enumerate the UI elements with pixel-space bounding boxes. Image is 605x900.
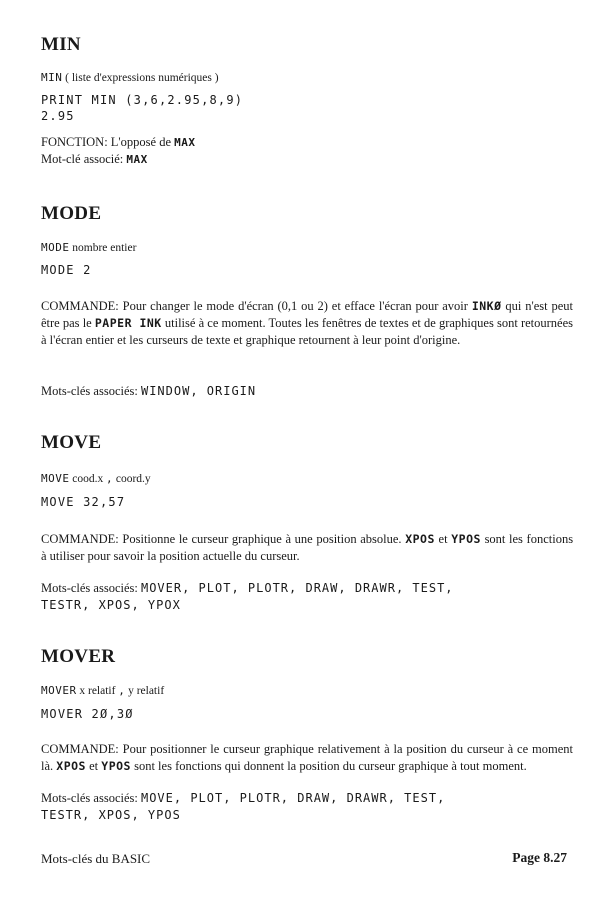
min-assoc-keyword: MAX [126,153,148,166]
move-assoc-line-2 [41,597,573,614]
mover-assoc-line [41,790,573,807]
min-function-label: FONCTION: L'opposé de [41,135,172,149]
move-assoc-label: Mots-clés associés: [41,581,138,595]
section-title-min: MIN [41,34,81,55]
move-desc-text-1: COMMANDE: Positionne le curseur graphique à une position absolue. [41,532,402,546]
mode-description [41,298,573,349]
min-function-keyword: MAX [174,136,196,149]
section-title-mode: MODE [41,203,102,224]
min-function-line [41,134,196,151]
mover-description [41,741,573,775]
mover-syntax-arg-x: x relatif [79,685,116,697]
move-syntax [41,472,151,485]
mode-desc-text-3: utilisé à ce moment. Toutes les fenêtres de textes et de graphiques sont retournées à l'écran entier et les curseurs de texte et graphique retournent à leur point d'origine. [41,316,574,347]
mover-syntax-arg-y: y relatif [128,685,165,697]
move-desc-keyword-2: YPOS [451,532,481,546]
min-syntax-args: ( liste d'expressions numériques ) [65,72,219,84]
mode-syntax-args: nombre entier [72,242,137,254]
move-assoc-line [41,580,573,597]
min-syntax [41,71,219,84]
mover-assoc-label: Mots-clés associés: [41,791,138,805]
footer-page-number: Page 8.27 [512,850,567,865]
mover-assoc-keywords-2: TESTR, XPOS, YPOS [41,808,181,822]
move-syntax-separator: , [105,472,114,485]
mode-example: MODE 2 [41,263,92,277]
mode-desc-keyword-1: INKØ [471,299,502,313]
mover-desc-text-1: COMMANDE: Pour positionner le curseur graphique relativement à la position du curseur à ce moment là. [41,742,573,773]
move-desc-text-2: et [438,532,448,546]
section-title-mover: MOVER [41,646,116,667]
mover-desc-keyword-1: XPOS [56,759,86,773]
mode-desc-keyword-2: PAPER INK [94,316,162,330]
move-assoc-keywords-1: MOVER, PLOT, PLOTR, DRAW, DRAWR, TEST, [140,581,454,595]
mode-desc-text-2: qui n'est peut être pas le [41,299,574,330]
min-syntax-keyword: MIN [41,71,63,84]
move-example: MOVE 32,57 [41,495,126,509]
mode-syntax-keyword: MODE [41,241,70,254]
mover-syntax-keyword: MOVER [41,684,77,697]
mode-desc-text-1: COMMANDE: Pour changer le mode d'écran (0,1 ou 2) et efface l'écran pour avoir [41,299,468,313]
move-assoc-keywords-2: TESTR, XPOS, YPOX [41,598,181,612]
footer-chapter-title: Mots-clés du BASIC [41,851,151,866]
min-example: PRINT MIN (3,6,2.95,8,9) [41,93,244,107]
mode-syntax [41,241,136,254]
move-syntax-keyword: MOVE [41,472,70,485]
move-syntax-arg-x: cood.x [72,473,104,485]
mover-syntax [41,684,164,697]
move-desc-text-3: sont les fonctions à utiliser pour savoir la position actuelle du curseur. [41,532,574,563]
mover-assoc-keywords-1: MOVE, PLOT, PLOTR, DRAW, DRAWR, TEST, [140,791,446,805]
move-desc-keyword-1: XPOS [405,532,435,546]
mover-desc-text-2: et [89,759,99,773]
section-title-move: MOVE [41,432,102,453]
mover-desc-text-3: sont les fonctions qui donnent la position du curseur graphique à tout moment. [134,759,527,773]
mode-assoc-label: Mots-clés associés: [41,384,138,398]
move-syntax-arg-y: coord.y [115,473,151,485]
min-assoc-label: Mot-clé associé: [41,152,124,166]
mode-assoc-line [41,383,573,400]
mover-syntax-separator: , [118,684,126,697]
mode-assoc-keywords: WINDOW, ORIGIN [140,384,257,398]
min-assoc-line [41,151,148,168]
mover-desc-keyword-2: YPOS [101,759,131,773]
mover-example: MOVER 2Ø,3Ø [41,707,134,721]
min-result: 2.95 [41,109,75,123]
move-description [41,531,573,565]
mover-assoc-line-2 [41,807,573,824]
